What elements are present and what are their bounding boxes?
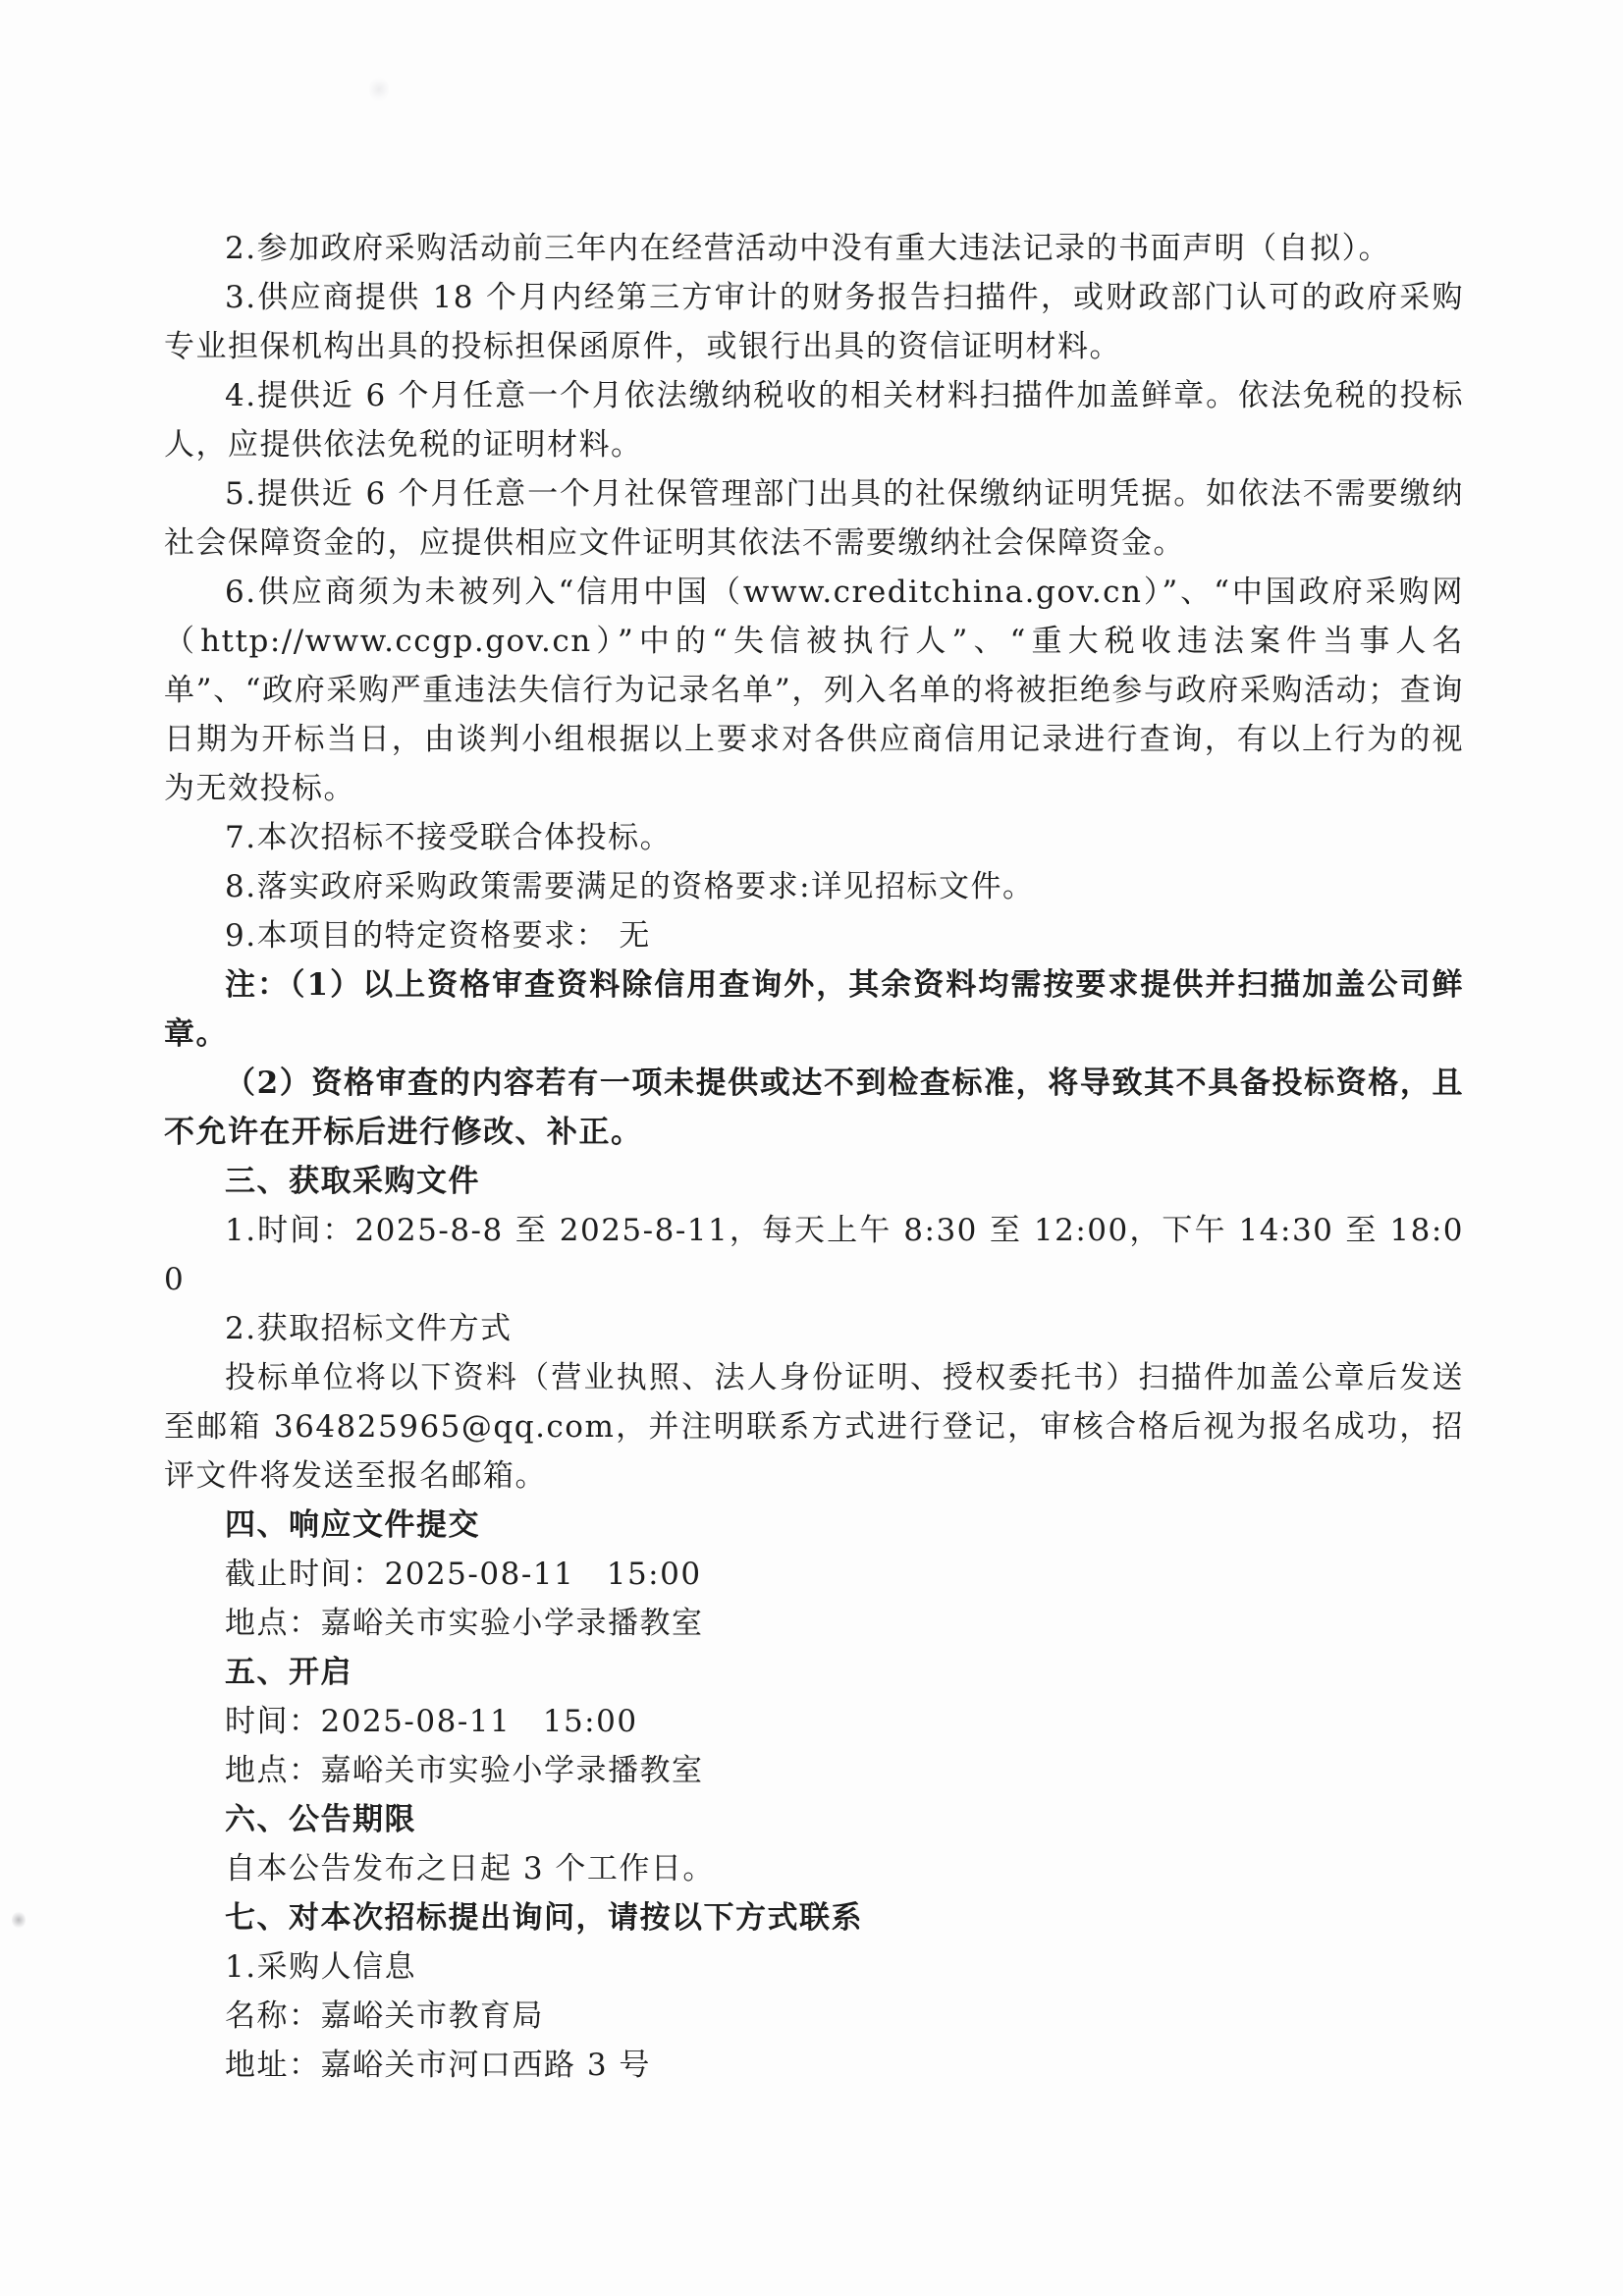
para-item-5-social-security: 5.提供近 6 个月任意一个月社保管理部门出具的社保缴纳证明凭据。如依法不需要缴纳社会保障资金的，应提供相应文件证明其依法不需要缴纳社会保障资金。 <box>164 476 1464 561</box>
heading-section-4-response-submission: 四、响应文件提交 <box>225 1507 480 1543</box>
para-opening-time: 时间：2025-08-11 15:00 <box>225 1704 638 1739</box>
para-item-7-no-consortium: 7.本次招标不接受联合体投标。 <box>225 820 673 855</box>
para-item-9-specific-requirement: 9.本项目的特定资格要求： 无 <box>225 918 651 954</box>
heading-section-5-opening: 五、开启 <box>225 1655 352 1690</box>
para-submission-deadline: 截止时间：2025-08-11 15:00 <box>225 1557 702 1592</box>
para-note-2: （2）资格审查的内容若有一项未提供或达不到检查标准，将导致其不具备投标资格，且不允许在开标后进行修改、补正。 <box>164 1066 1464 1150</box>
heading-section-3-obtain-documents: 三、获取采购文件 <box>225 1164 480 1199</box>
para-submission-location: 地点：嘉峪关市实验小学录播教室 <box>225 1606 704 1641</box>
para-item-6-credit-check: 6.供应商须为未被列入“信用中国（www.creditchina.gov.cn）”、“中国政府采购网（http://www.ccgp.gov.cn）”中的“失信被执行人”、“重大税收违法案件当事人名单”、“政府采购严重违法失信行为记录名单”，列入名单的将被拒绝参与政府采购活动；查询日期为开标当日，由谈判小组根据以上要求对各供应商信用记录进行查询，有以上行为的视为无效投标。 <box>164 574 1464 806</box>
para-announcement-period: 自本公告发布之日起 3 个工作日。 <box>225 1851 715 1886</box>
para-item-4-tax-payment: 4.提供近 6 个月任意一个月依法缴纳税收的相关材料扫描件加盖鲜章。依法免税的投标人，应提供依法免税的证明材料。 <box>164 378 1464 463</box>
scan-speck-artifact <box>12 1911 26 1929</box>
para-item-3-financial-report: 3.供应商提供 18 个月内经第三方审计的财务报告扫描件，或财政部门认可的政府采购专业担保机构出具的投标担保函原件，或银行出具的资信证明材料。 <box>164 280 1464 364</box>
para-purchaser-info-label: 1.采购人信息 <box>225 1949 417 1985</box>
para-purchaser-address: 地址：嘉峪关市河口西路 3 号 <box>225 2048 651 2083</box>
para-note-1: 注：（1）以上资格审查资料除信用查询外，其余资料均需按要求提供并扫描加盖公司鲜章。 <box>164 967 1464 1052</box>
heading-section-7-contact: 七、对本次招标提出询问，请按以下方式联系 <box>225 1900 863 1936</box>
para-item-2-declaration: 2.参加政府采购活动前三年内在经营活动中没有重大违法记录的书面声明（自拟）。 <box>225 231 1391 266</box>
para-obtain-procedure: 投标单位将以下资料（营业执照、法人身份证明、授权委托书）扫描件加盖公章后发送至邮箱 364825965@qq.com，并注明联系方式进行登记，审核合格后视为报名成功，招评文件将发送至报名邮箱。 <box>164 1360 1464 1494</box>
para-opening-location: 地点：嘉峪关市实验小学录播教室 <box>225 1753 704 1788</box>
heading-section-6-announcement-period: 六、公告期限 <box>225 1802 416 1837</box>
scan-smudge-artifact <box>369 77 389 102</box>
para-obtain-time: 1.时间：2025-8-8 至 2025-8-11，每天上午 8:30 至 12:00，下午 14:30 至 18:00 <box>164 1213 1464 1297</box>
document-body <box>164 224 1464 2090</box>
para-purchaser-name: 名称：嘉峪关市教育局 <box>225 1998 544 2034</box>
para-obtain-method: 2.获取招标文件方式 <box>225 1311 513 1346</box>
para-item-8-policy-requirement: 8.落实政府采购政策需要满足的资格要求:详见招标文件。 <box>225 869 1035 904</box>
